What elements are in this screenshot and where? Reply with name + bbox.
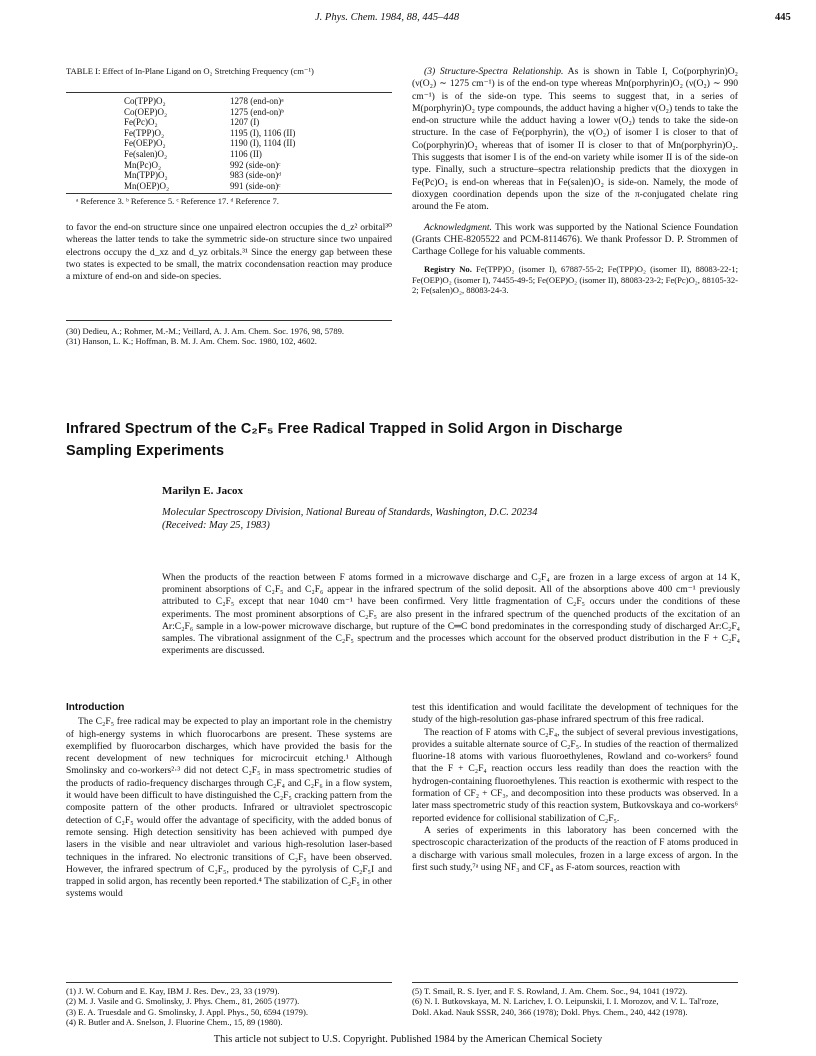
intro-right-column (412, 702, 738, 874)
frequency-cell: 983 (side-on)ᵈ (230, 170, 282, 181)
intro-paragraph-2: test this identification and would facilitate the development of techniques for the study of the high-resolution gas-phase infrared spectrum of this free radical. (412, 702, 738, 726)
table-row (124, 128, 295, 139)
table-row (124, 160, 295, 171)
frequency-cell: 1275 (end-on)ᵇ (230, 106, 285, 117)
intro-paragraph-3: The reaction of F atoms with C₂F₄, the subject of several previous investigations, provides a suitable alternate source of C₂F₅. In studies of the reaction of thermalized fluorine-18 atoms with various fluoroethylenes, Rowland and co-workers⁵ found that the F + C₂F₄ reaction occurs less readily than does the reaction with the hydrogen-containing fluoroethylenes. This reaction is exothermic with respect to the formation of CF₂ + CF₃, and decomposition into these products was observed. In a later mass spectrometric study of this reaction system, Butkovskaya and co-workers⁶ reported evidence for collisional stabilization of C₂F₅. (412, 726, 738, 824)
compound-cell: Mn(Pc)O₂ (124, 159, 162, 170)
table-top-rule (66, 92, 392, 93)
intro-left-column (66, 702, 392, 901)
intro-paragraph-1: The C₂F₅ free radical may be expected to play an important role in the chemistry of high-energy systems in which fluorocarbons are present. These systems are exemplified by fluorocarbon discharges, which have provided the basis for the recent development of new techniques for microcircuit etching.¹ Although Smolinsky and co-workers²·³ did not detect C₂F₅ in mass spectrometric studies of the products of radio-frequency discharges through C₂F₄ and C₂F₆ in a flow system, it would have been difficult to have distinguished the C₂F₅ cracking pattern from the composite pattern of the other products. Infrared or ultraviolet spectroscopic detection of C₂F₅ would offer the advantage of specificity, with the added bonus of remote sensing. High detection sensitivity has been achieved with pumped dye lasers in the visible and near ultraviolet and various high-resolution laser-based techniques in the infrared. No electronic transitions of C₂F₅ have been observed. However, the infrared spectrum of C₂F₅, produced by the pyrolysis of C₂F₅I and trapped in solid argon, has recently been reported.⁴ The stabilization of C₂F₅ in other systems would (66, 716, 392, 900)
reference-3: (3) E. A. Truesdale and G. Smolinsky, J. Appl. Phys., 50, 6594 (1979). (66, 1006, 308, 1017)
copyright-footer: This article not subject to U.S. Copyright. Published 1984 by the American Chemical Society (213, 1034, 603, 1045)
table-row (124, 138, 295, 149)
frequency-cell: 1207 (I) (230, 117, 260, 128)
table-row (124, 96, 295, 107)
footnote-rule-left (66, 982, 392, 983)
table-row (124, 117, 295, 128)
reference-6: (6) N. I. Butkovskaya, M. N. Larichev, I. O. Leipunskii, I. I. Morozov, and V. L. Tal'roze, Dokl. Akad. Nauk SSSR, 240, 366 (1978); Dokl. Phys. Chem., 240, 442 (1978). (412, 996, 719, 1017)
reference-2: (2) M. J. Vasile and G. Smolinsky, J. Phys. Chem., 81, 2605 (1977). (66, 996, 300, 1007)
references-left (66, 986, 392, 1027)
footnote-references-30-31 (66, 326, 392, 347)
table-1 (124, 96, 295, 191)
compound-cell: Mn(TPP)O₂ (124, 170, 168, 181)
page-number: 445 (775, 12, 791, 23)
affiliation-text: Molecular Spectroscopy Division, National Bureau of Standards, Washington, D.C. 20234 (162, 507, 538, 518)
reference-30: (30) Dedieu, A.; Rohmer, M.-M.; Veillard, A. J. Am. Chem. Soc. 1976, 98, 5789. (66, 326, 345, 336)
compound-cell: Fe(OEP)O₂ (124, 138, 166, 149)
acknowledgment-heading: Acknowledgment. (424, 221, 492, 233)
reference-5: (5) T. Smail, R. S. Iyer, and F. S. Rowland, J. Am. Chem. Soc., 94, 1041 (1972). (412, 986, 688, 996)
author-name: Marilyn E. Jacox (162, 485, 243, 497)
frequency-cell: 992 (side-on)ᶜ (230, 159, 281, 170)
acknowledgment-paragraph (412, 222, 738, 259)
received-date: (Received: May 25, 1983) (162, 520, 270, 531)
footnote-rule (66, 320, 392, 321)
reference-4: (4) R. Butler and A. Snelson, J. Fluorine Chem., 15, 89 (1980). (66, 1016, 283, 1027)
footnote-rule-right (412, 982, 738, 983)
compound-cell: Fe(TPP)O₂ (124, 127, 165, 138)
table-row (124, 107, 295, 118)
reference-31: (31) Hanson, L. K.; Hoffman, B. M. J. Am. Chem. Soc. 1980, 102, 4602. (66, 336, 317, 347)
compound-cell: Mn(OEP)O₂ (124, 180, 170, 191)
table-row (124, 181, 295, 192)
affiliation (162, 506, 722, 532)
abstract: When the products of the reaction between F atoms formed in a microwave discharge and C₂F₄ are frozen in a large excess of argon at 14 K, prominent absorptions of C₂F₅ and C₂F₆ appear in the infrared spectrum of the solid deposit. All of the absorptions above 400 cm⁻¹ previously attributed to C₂F₅ except that near 1040 cm⁻¹ have been confirmed. Very little fragmentation of C₂F₅ occurs under the conditions of these experiments. The most prominent absorptions of C₂F₅ are also present in the infrared spectrum of the quenched products of the excitation of an Ar:C₂F₆ sample in a low-power microwave discharge, but rupture of the C═C bond predominates in the corresponding study of discharged Ar:C₂F₄ samples. The vibrational assignment of the C₂F₅ spectrum and the processes which account for the observed product distribution in the F + C₂F₄ experiments are discussed. (162, 572, 740, 657)
registry-paragraph (412, 264, 738, 295)
table-row (124, 170, 295, 181)
table-footnotes: ᵃ Reference 3. ᵇ Reference 5. ᶜ Reference 17. ᵈ Reference 7. (76, 196, 279, 206)
section-heading: (3) Structure-Spectra Relationship. (424, 66, 564, 77)
structure-spectra-paragraph (412, 66, 738, 214)
acknowledgment-text: This work was supported by the National Science Foundation (Grants CHE-8205522 and PCM-8114676). We thank Professor D. P. Strommen of Carthage College for his valuable comments. (412, 221, 738, 258)
compound-cell: Co(TPP)O₂ (124, 96, 166, 106)
compound-cell: Fe(salen)O₂ (124, 148, 168, 159)
title-line-1: Infrared Spectrum of the C₂F₅ Free Radical Trapped in Solid Argon in Discharge (66, 421, 623, 437)
section-text: As is shown in Table I, Co(porphyrin)O₂ (ν(O₂) ∼ 1275 cm⁻¹) is of the end-on type whereas Mn(porphyrin)O₂ (ν(O₂) ∼ 990 cm⁻¹) is of the side-on type. This seems to suggest that, in a series of M(porphyrin)O₂ type compounds, the adduct having a higher ν(O₂) tends to take the end-on structure while the adduct having a lower ν(O₂) tends to take the side-on structure. In the case of Fe(porphyrin), the ν(O₂) of isomer I is closer to that of Co(porphyrin)O₂ whereas that of isomer II is closer to that of Mn(porphyrin)O₂. This suggests that isomer I is of the end-on variety while isomer II is of the side-on type. Finally, such a structure–spectra relationship predicts that the dioxygen in Fe(Pc)O₂ is end-on whereas that in Fe(salen)O₂ is side-on. Namely, the mode of dioxygen coordination depends upon the size of the π-conjugated chelate ring around the Fe atom. (412, 66, 738, 213)
table-caption: TABLE I: Effect of In-Plane Ligand on O₂ Stretching Frequency (cm⁻¹) (66, 66, 314, 76)
frequency-cell: 1190 (I), 1104 (II) (230, 138, 296, 149)
compound-cell: Co(OEP)O₂ (124, 106, 168, 117)
references-right (412, 986, 738, 1017)
title-line-2: Sampling Experiments (66, 443, 225, 459)
article-title (66, 418, 756, 462)
frequency-cell: 1195 (I), 1106 (II) (230, 127, 296, 138)
introduction-heading: Introduction (66, 702, 125, 713)
reference-1: (1) J. W. Coburn and E. Kay, IBM J. Res. Dev., 23, 33 (1979). (66, 986, 280, 996)
right-column-top (412, 66, 738, 295)
frequency-cell: 1278 (end-on)ᵃ (230, 96, 284, 106)
registry-heading: Registry No. (424, 264, 472, 275)
frequency-cell: 1106 (II) (230, 148, 262, 159)
table-row (124, 149, 295, 160)
intro-paragraph-4: A series of experiments in this laboratory has been concerned with the spectroscopic characterization of the products of the reaction of F atoms produced in a discharge with various small molecules, frozen in a large excess of argon. In the first such study,⁷ᵃ using NF₃ and CF₄ as F-atom sources, reaction with (412, 824, 738, 873)
frequency-cell: 991 (side-on)ᶜ (230, 180, 281, 191)
registry-text: Fe(TPP)O₂ (isomer I), 67887-55-2; Fe(TPP)O₂ (isomer II), 88083-22-1; Fe(OEP)O₂ (isomer I), 74455-49-5; Fe(OEP)O₂ (isomer II), 88083-23-2; Fe(Pc)O₂, 88105-32-2; Fe(salen)O₂, 88083-24-3. (412, 264, 739, 296)
table-bottom-rule (66, 193, 392, 194)
journal-citation: J. Phys. Chem. 1984, 88, 445–448 (315, 12, 460, 23)
compound-cell: Fe(Pc)O₂ (124, 117, 158, 128)
continued-paragraph: to favor the end-on structure since one unpaired electron occupies the d_z² orbital³⁰ whereas the latter tends to take the symmetric side-on structure since two unpaired electrons occupy the d_xz and d_yz orbitals.³¹ Since the energy gap between these two states is expected to be small, the matrix cocondensation reaction may produce a mixture of end-on and side-on species. (66, 222, 392, 283)
